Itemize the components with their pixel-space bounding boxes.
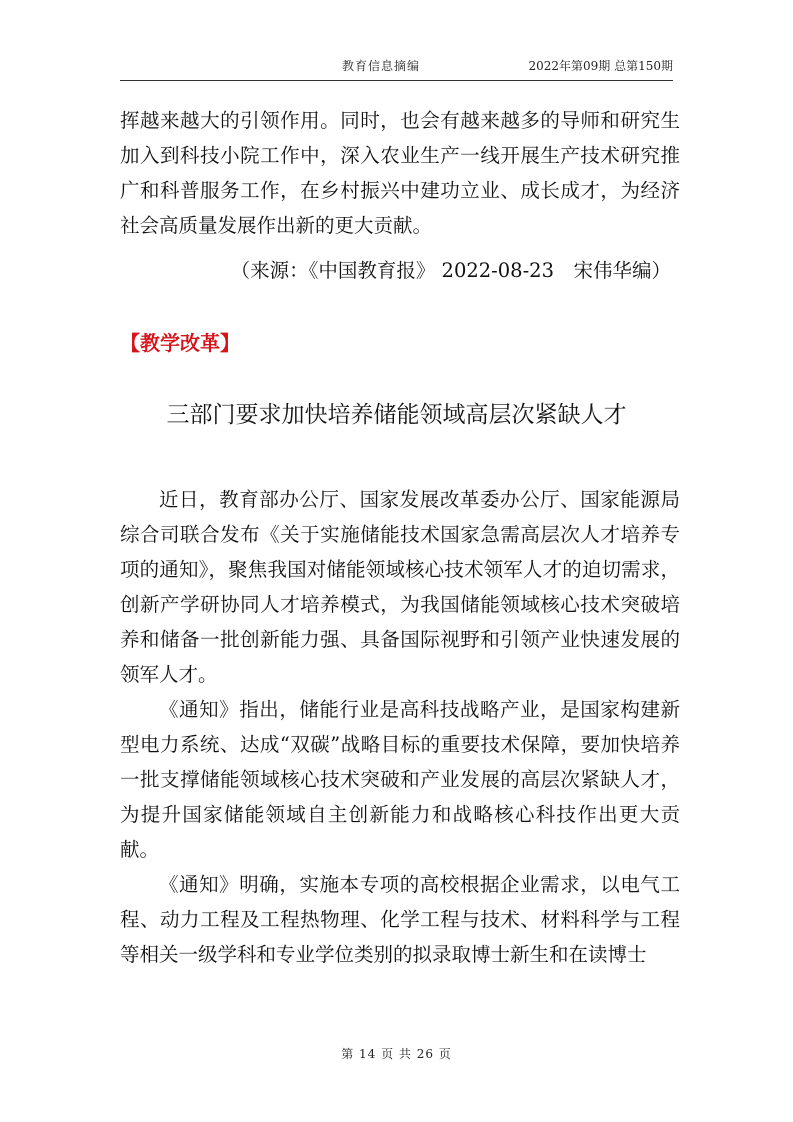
continued-paragraph: 挥越来越大的引领作用。同时，也会有越来越多的导师和研究生加入到科技小院工作中，深入农业生产一线开展生产技术研究推广和科普服务工作，在乡村振兴中建功立业、成长成才，为经济社会高质量发展作出新的更大贡献。 [120, 109, 680, 237]
issue-number: 2022年第09期 总第150期 [528, 59, 673, 73]
article-paragraph-1: 近日，教育部办公厅、国家发展改革委办公厅、国家能源局综合司联合发布《关于实施储能技术国家急需高层次人才培养专项的通知》，聚焦我国对储能领域核心技术领军人才的迫切需求，创新产学研协同人才培养模式，为我国储能领域核心技术突破培养和储备一批创新能力强、具备国际视野和引领产业快速发展的领军人才。 [120, 488, 680, 686]
article-paragraph-3: 《通知》明确，实施本专项的高校根据企业需求，以电气工程、动力工程及工程热物理、化学工程与技术、材料科学与工程等相关一级学科和专业学位类别的拟录取博士新生和在读博士 [120, 873, 680, 966]
section-tag: 【教学改革】 [120, 331, 240, 355]
article-title: 三部门要求加快培养储能领域高层次紧缺人才 [166, 402, 627, 428]
publication-name: 教育信息摘编 [342, 59, 421, 73]
article-paragraph-2: 《通知》指出，储能行业是高科技战略产业，是国家构建新型电力系统、达成“双碳”战略目标的重要技术保障，要加快培养一批支撑储能领域核心技术突破和产业发展的高层次紧缺人才，为提升国家储能领域自主创新能力和战略核心科技作出更大贡献。 [120, 698, 680, 861]
source-citation: （来源：《中国教育报》 2022-08-23 宋伟华编） [230, 259, 671, 282]
page-header [120, 57, 673, 77]
header-divider [120, 80, 673, 81]
page-footer: 第 14 页 共 26 页 [341, 1047, 452, 1061]
continued-paragraph-block [120, 103, 680, 243]
article-body [120, 482, 680, 972]
